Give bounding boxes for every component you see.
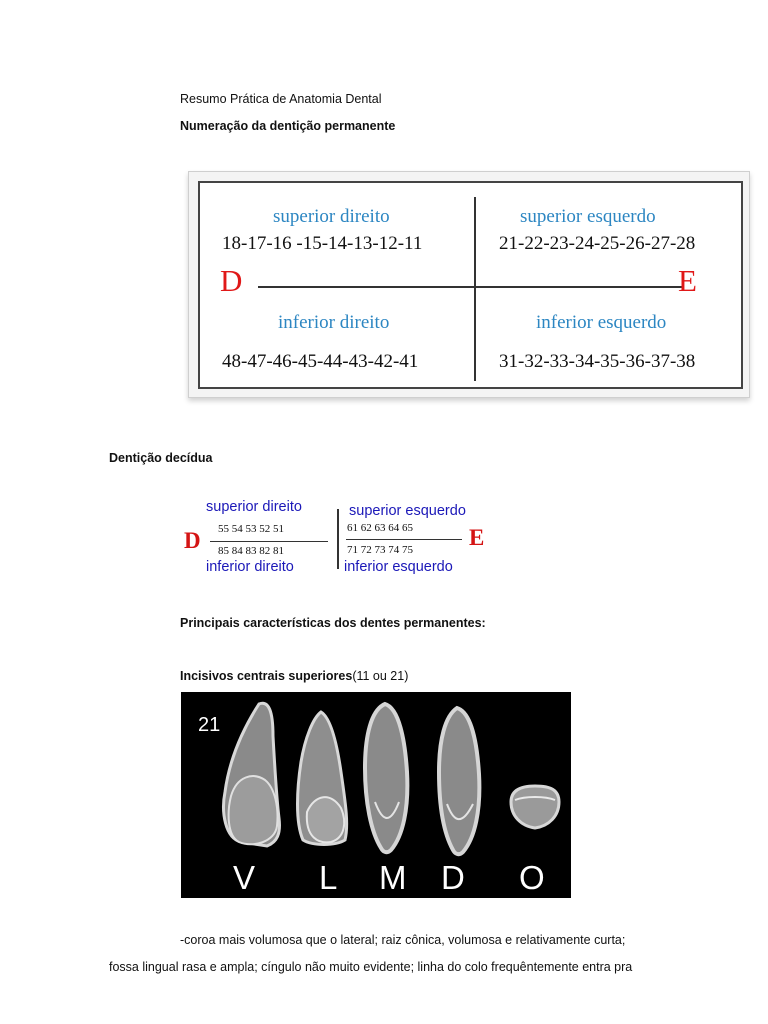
upper-left-quadrant-label: superior esquerdo	[520, 206, 656, 227]
section-heading-deciduous: Dentição decídua	[109, 451, 213, 465]
section-heading-features: Principais características dos dentes permanentes:	[180, 616, 486, 630]
upper-left-quadrant-numbers: 21-22-23-24-25-26-27-28	[499, 233, 696, 254]
lower-left-quadrant-numbers: 31-32-33-34-35-36-37-38	[499, 351, 696, 372]
incisors-heading-numbers: (11 ou 21)	[352, 669, 409, 683]
permanent-numbering-box	[198, 181, 743, 389]
lower-right-quadrant-label: inferior direito	[278, 312, 390, 333]
deciduous-numbering-figure	[182, 497, 502, 579]
paragraph-line-2: fossa lingual rasa e ampla; cíngulo não muito evidente; linha do colo frequêntemente entra pra	[109, 960, 633, 974]
deciduous-right-side-letter: D	[184, 528, 201, 553]
tooth-distal-view	[439, 708, 479, 854]
section-heading-incisors	[180, 669, 408, 683]
deciduous-left-side-letter: E	[469, 525, 485, 550]
view-label-occlusal: O	[519, 859, 545, 896]
tooth-mesial-view	[365, 704, 407, 852]
right-side-letter: D	[220, 263, 243, 298]
view-label-lingual: L	[319, 859, 338, 896]
permanent-numbering-figure	[188, 171, 750, 398]
tooth-lingual-view	[298, 712, 347, 845]
deciduous-lower-left-numbers: 71 72 73 74 75	[347, 544, 413, 556]
quadrant-horizontal-divider	[258, 286, 683, 288]
view-label-distal: D	[441, 859, 465, 896]
lower-left-quadrant-label: inferior esquerdo	[536, 312, 667, 333]
deciduous-upper-right-numbers: 55 54 53 52 51	[218, 523, 284, 535]
document-title: Resumo Prática de Anatomia Dental	[180, 92, 382, 106]
photo-tooth-number: 21	[198, 714, 221, 736]
view-label-mesial: M	[379, 859, 407, 896]
lower-right-quadrant-numbers: 48-47-46-45-44-43-42-41	[222, 351, 419, 372]
deciduous-lower-right-label: inferior direito	[206, 559, 294, 575]
deciduous-upper-left-label: superior esquerdo	[349, 503, 466, 519]
deciduous-upper-left-numbers: 61 62 63 64 65	[347, 522, 413, 534]
deciduous-horizontal-divider-right	[210, 541, 328, 542]
quadrant-vertical-divider	[474, 197, 476, 381]
view-label-vestibular: V	[233, 859, 256, 896]
section-heading-permanent: Numeração da dentição permanente	[180, 119, 396, 133]
deciduous-vertical-divider	[337, 509, 339, 569]
deciduous-lower-right-numbers: 85 84 83 82 81	[218, 545, 284, 557]
upper-right-quadrant-numbers: 18-17-16 -15-14-13-12-11	[222, 233, 423, 254]
left-side-letter: E	[678, 263, 697, 298]
paragraph-line-1: -coroa mais volumosa que o lateral; raiz cônica, volumosa e relativamente curta;	[180, 933, 626, 947]
deciduous-horizontal-divider-left	[346, 539, 462, 540]
incisor-views-photo	[181, 692, 571, 898]
tooth-vestibular-view	[224, 703, 280, 846]
upper-right-quadrant-label: superior direito	[273, 206, 390, 227]
tooth-occlusal-view	[511, 786, 559, 828]
deciduous-upper-right-label: superior direito	[206, 499, 302, 515]
incisors-heading-bold: Incisivos centrais superiores	[180, 669, 353, 683]
deciduous-lower-left-label: inferior esquerdo	[344, 559, 453, 575]
